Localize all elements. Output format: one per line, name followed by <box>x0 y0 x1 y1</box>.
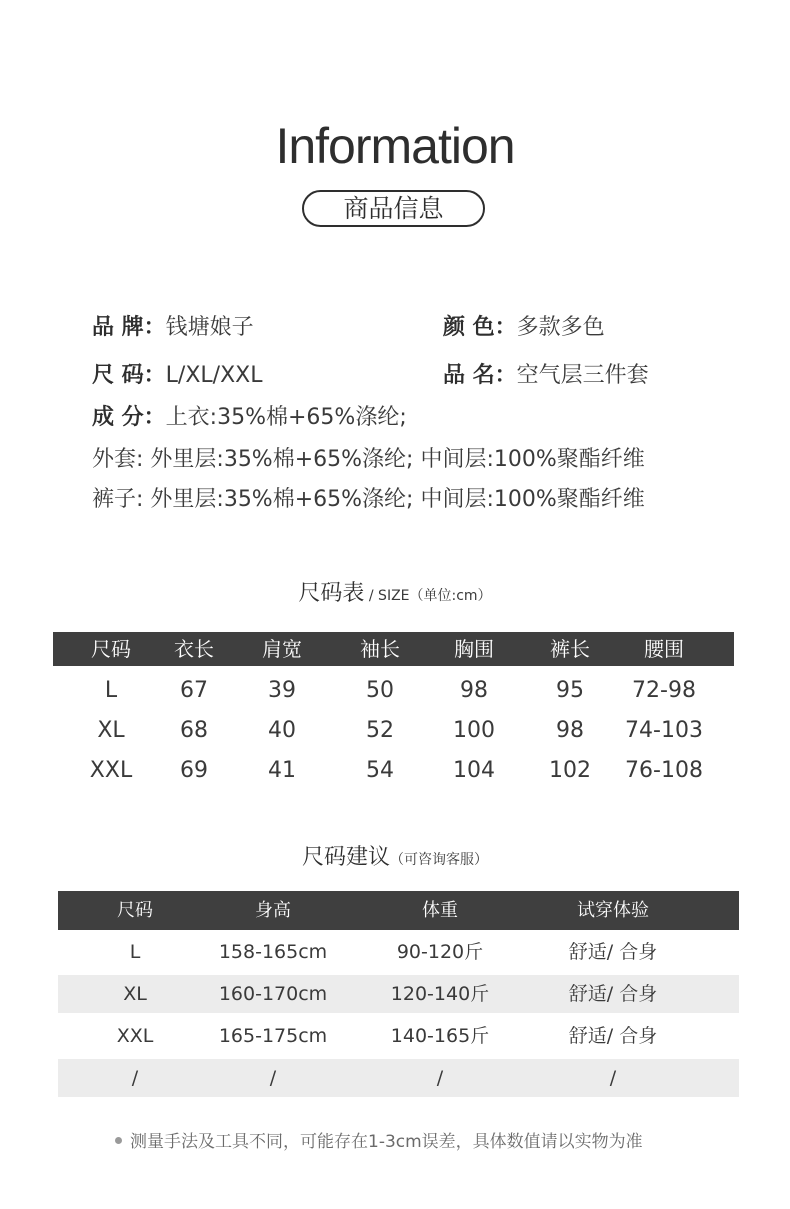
table-cell: / <box>269 1067 277 1089</box>
header-cell: 胸围 <box>454 637 494 661</box>
table-cell: L <box>129 941 141 963</box>
table-cell: 39 <box>268 678 296 703</box>
header-cell: 身高 <box>255 900 291 921</box>
table-cell: L <box>104 678 118 703</box>
table-cell: 160-170cm <box>218 983 328 1005</box>
table-cell: 100 <box>453 718 495 743</box>
table-cell: 50 <box>366 678 394 703</box>
measurement-note-text: 测量手法及工具不同，可能存在1-3cm误差，具体数值请以实物为准 <box>130 1132 643 1152</box>
header-cell: 尺码 <box>91 637 131 661</box>
header-cell: 肩宽 <box>262 637 302 661</box>
table-cell: 67 <box>180 678 208 703</box>
table-cell: 74-103 <box>625 718 703 743</box>
header-cell: 尺码 <box>117 900 153 921</box>
table-cell: 104 <box>453 758 495 783</box>
table-cell: 140-165斤 <box>390 1025 490 1047</box>
table-cell: 165-175cm <box>218 1025 328 1047</box>
table-cell: XL <box>97 718 125 743</box>
table-cell: 90-120斤 <box>396 941 484 963</box>
table-cell: 68 <box>180 718 208 743</box>
table-cell: 120-140斤 <box>390 983 490 1005</box>
table-cell: / <box>436 1067 444 1089</box>
color-value: 多款多色 <box>516 315 605 340</box>
table-cell: 98 <box>460 678 488 703</box>
table-cell: 98 <box>556 718 584 743</box>
brand-value: 钱塘娘子 <box>165 315 254 340</box>
size-advice-heading <box>0 840 790 871</box>
material-value: 上衣:35%棉+65%涤纶; <box>165 405 407 430</box>
header-cell: 袖长 <box>360 637 400 661</box>
header-cell: 衣长 <box>174 637 214 661</box>
table-cell: 158-165cm <box>218 941 328 963</box>
size-chart-unit: / SIZE（单位:cm） <box>364 588 492 604</box>
material-label: 成 分： <box>92 405 166 430</box>
size-label: 尺 码： <box>92 363 166 388</box>
table-cell: XXL <box>89 758 133 783</box>
material-jacket-line: 外套: 外里层:35%棉+65%涤纶; 中间层:100%聚酯纤维 <box>92 447 645 472</box>
table-cell: / <box>131 1067 139 1089</box>
material-row <box>92 402 407 434</box>
table-cell: 舒适/ 合身 <box>568 983 658 1005</box>
table-cell: 69 <box>180 758 208 783</box>
size-advice-title: 尺码建议 <box>301 845 390 870</box>
size-value: L/XL/XXL <box>165 363 263 388</box>
size-advice-note: （可咨询客服） <box>390 852 488 868</box>
color-label: 颜 色： <box>443 315 517 340</box>
table-cell: 52 <box>366 718 394 743</box>
table-cell: / <box>609 1067 617 1089</box>
bullet-dot-icon <box>115 1137 122 1144</box>
table-cell: XL <box>123 983 147 1005</box>
table-cell: 102 <box>549 758 591 783</box>
color-row <box>443 312 605 344</box>
page-subtitle-badge: 商品信息 <box>302 190 485 227</box>
size-advice-table <box>58 891 739 1097</box>
header-cell: 裤长 <box>550 637 590 661</box>
table-cell: 40 <box>268 718 296 743</box>
product-name-row <box>443 360 649 392</box>
size-chart-title: 尺码表 <box>298 581 365 606</box>
product-name-label: 品 名： <box>443 363 517 388</box>
header-cell: 体重 <box>422 900 458 921</box>
table-cell: 95 <box>556 678 584 703</box>
measurement-note <box>115 1127 643 1152</box>
brand-row <box>92 312 254 344</box>
size-chart-heading <box>0 576 790 607</box>
brand-label: 品 牌： <box>92 315 166 340</box>
table-cell: XXL <box>116 1025 154 1047</box>
table-cell: 76-108 <box>625 758 703 783</box>
header-cell: 腰围 <box>644 637 684 661</box>
product-name-value: 空气层三件套 <box>516 363 649 388</box>
table-cell: 54 <box>366 758 394 783</box>
table-cell: 舒适/ 合身 <box>568 941 658 963</box>
table-cell: 72-98 <box>632 678 696 703</box>
page-title: Information <box>275 118 515 174</box>
material-pants-line: 裤子: 外里层:35%棉+65%涤纶; 中间层:100%聚酯纤维 <box>92 487 645 512</box>
table-cell: 41 <box>268 758 296 783</box>
size-row <box>92 360 262 392</box>
size-chart-table <box>53 632 734 792</box>
header-cell: 试穿体验 <box>577 900 649 921</box>
table-cell: 舒适/ 合身 <box>568 1025 658 1047</box>
